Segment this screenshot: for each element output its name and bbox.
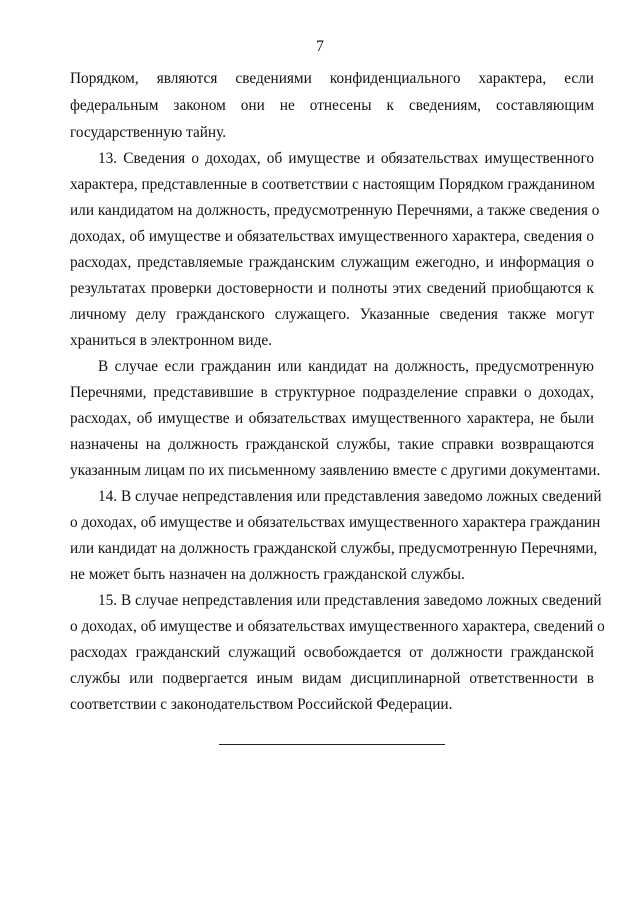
text-line: о доходах, об имуществе и обязательствах имущественного характера, сведений о	[70, 618, 605, 635]
closing-rule	[219, 744, 445, 745]
text-line: результатах проверки достоверности и полноты этих сведений приобщаются к	[70, 280, 594, 297]
text-line: 13. Сведения о доходах, об имуществе и обязательствах имущественного	[98, 150, 594, 167]
text-line: назначены на должность гражданской службы, такие справки возвращаются	[70, 436, 594, 453]
text-line: федеральным законом они не отнесены к сведениям, составляющим	[70, 97, 594, 114]
text-line: расходах, представляемые гражданским служащим ежегодно, и информация о	[70, 254, 594, 271]
text-line: Порядком, являются сведениями конфиденциального характера, если	[70, 70, 594, 87]
text-line: не может быть назначен на должность гражданской службы.	[70, 566, 465, 583]
text-line: соответствии с законодательством Российской Федерации.	[70, 696, 453, 713]
text-line: или кандидат на должность гражданской службы, предусмотренную Перечнями,	[70, 540, 598, 557]
text-line: или кандидатом на должность, предусмотренную Перечнями, а также сведения о	[70, 202, 600, 219]
text-line: Перечнями, представившие в структурное подразделение справки о доходах,	[70, 384, 594, 401]
text-line: расходах, об имуществе и обязательствах имущественного характера, не были	[70, 410, 594, 427]
text-line: государственную тайну.	[70, 124, 227, 141]
text-line: 15. В случае непредставления или представления заведомо ложных сведений	[98, 592, 602, 609]
text-line: указанным лицам по их письменному заявлению вместе с другими документами.	[70, 462, 601, 479]
text-line: личному делу гражданского служащего. Указанные сведения также могут	[70, 306, 594, 323]
text-line: 14. В случае непредставления или представления заведомо ложных сведений	[98, 488, 602, 505]
text-line: доходах, об имуществе и обязательствах имущественного характера, сведения о	[70, 228, 594, 245]
text-line: службы или подвергается иным видам дисциплинарной ответственности в	[70, 670, 594, 687]
page-number: 7	[316, 38, 324, 55]
text-line: храниться в электронном виде.	[70, 332, 272, 349]
text-line: В случае если гражданин или кандидат на должность, предусмотренную	[98, 358, 594, 375]
text-line: о доходах, об имуществе и обязательствах имущественного характера гражданин	[70, 514, 601, 531]
text-line: характера, представленные в соответствии с настоящим Порядком гражданином	[70, 176, 595, 193]
text-line: расходах гражданский служащий освобождается от должности гражданской	[70, 644, 594, 661]
